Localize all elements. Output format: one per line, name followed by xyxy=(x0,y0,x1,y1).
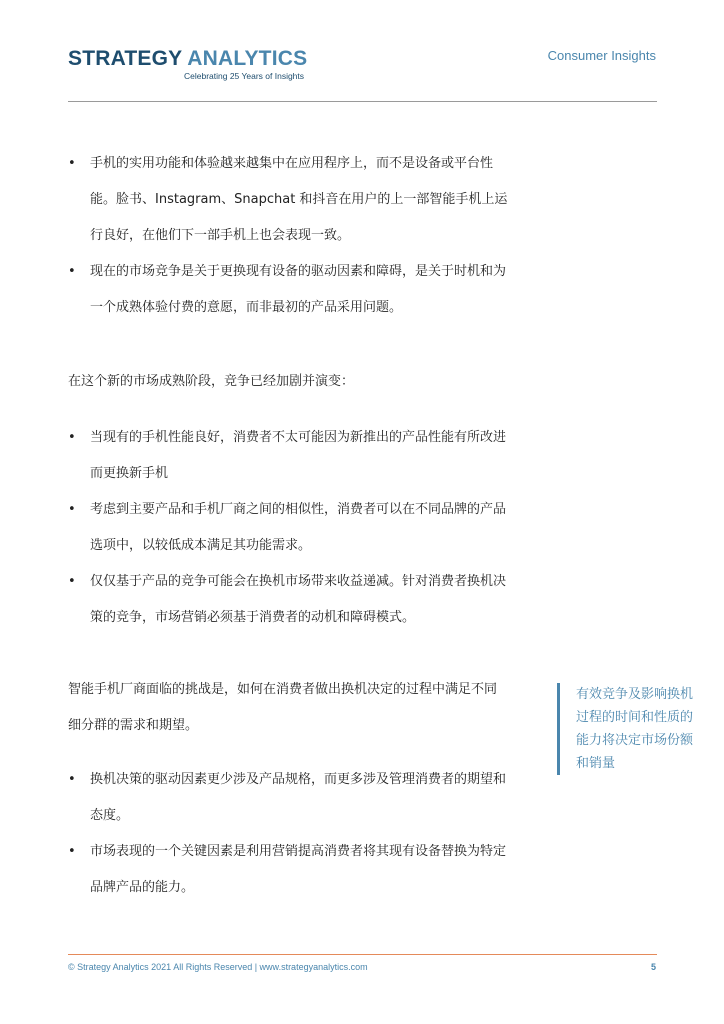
list-item: • 换机决策的驱动因素更少涉及产品规格，而更多涉及管理消费者的期望和态度。 xyxy=(68,762,508,834)
footer-copyright: © Strategy Analytics 2021 All Rights Reserved | www.strategyanalytics.com xyxy=(68,962,368,972)
footer-divider xyxy=(68,954,657,955)
header-divider xyxy=(68,101,657,102)
logo-tagline: Celebrating 25 Years of Insights xyxy=(184,71,305,81)
bullet-list-1 xyxy=(68,146,508,326)
logo-wordmark xyxy=(68,47,307,71)
paragraph: 智能手机厂商面临的挑战是，如何在消费者做出换机决定的过程中满足不同细分群的需求和期望。 xyxy=(68,682,498,733)
page-number: 5 xyxy=(650,962,656,972)
bullet-list-2 xyxy=(68,420,508,636)
list-item: • 考虑到主要产品和手机厂商之间的相似性，消费者可以在不同品牌的产品选项中，以较低成本满足其功能需求。 xyxy=(68,492,508,564)
logo-word-analytics: ANALYTICS xyxy=(187,47,308,70)
pull-quote: 有效竞争及影响换机过程的时间和性质的能力将决定市场份额和销量 xyxy=(557,683,694,775)
bullet-list-3 xyxy=(68,762,508,906)
list-item: • 现在的市场竞争是关于更换现有设备的驱动因素和障碍，是关于时机和为一个成熟体验付费的意愿，而非最初的产品采用问题。 xyxy=(68,254,508,326)
list-item: • 市场表现的一个关键因素是利用营销提高消费者将其现有设备替换为特定品牌产品的能力。 xyxy=(68,834,508,906)
section-title: Consumer Insights xyxy=(547,48,656,63)
list-item: • 手机的实用功能和体验越来越集中在应用程序上，而不是设备或平台性能。脸书、Instagram、Snapchat 和抖音在用户的上一部智能手机上运行良好，在他们下一部手机上也会表现一致。 xyxy=(68,146,508,254)
paragraph: 在这个新的市场成熟阶段，竞争已经加剧并演变： xyxy=(68,374,355,389)
list-item: • 仅仅基于产品的竞争可能会在换机市场带来收益递减。针对消费者换机决策的竞争，市场营销必须基于消费者的动机和障碍模式。 xyxy=(68,564,508,636)
company-logo xyxy=(68,47,308,81)
list-item: • 当现有的手机性能良好，消费者不太可能因为新推出的产品性能有所改进而更换新手机 xyxy=(68,420,508,492)
logo-word-strategy: STRATEGY xyxy=(68,47,183,70)
